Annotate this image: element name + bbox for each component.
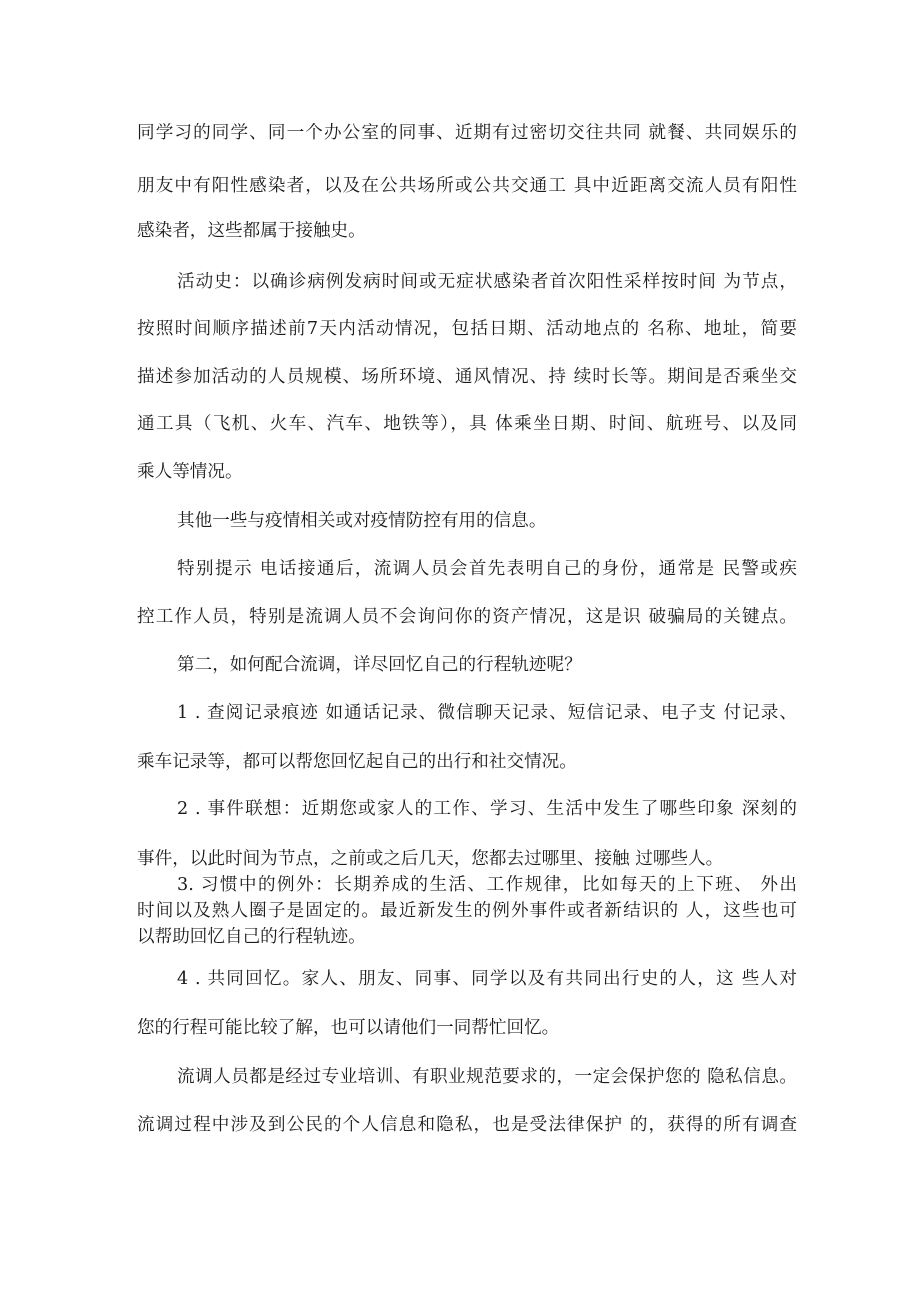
- text-line: 按照时间顺序描述前7天内活动情况，包括日期、活动地点的 名称、地址，简要: [137, 319, 797, 339]
- text-line: 流调过程中涉及到公民的个人信息和隐私，也是受法律保护 的，获得的所有调查: [137, 1115, 797, 1135]
- text-line: 乘车记录等，都可以帮您回忆起自己的出行和社交情况。: [137, 752, 577, 772]
- text-line: 2 . 事件联想：近期您或家人的工作、学习、生活中发生了哪些印象 深刻的: [177, 799, 797, 819]
- text-line: 特别提示 电话接通后，流调人员会首先表明自己的身份，通常是 民警或疾: [177, 559, 797, 579]
- text-line: 通工具（飞机、火车、汽车、地铁等），具 体乘坐日期、时间、航班号、以及同: [137, 414, 797, 434]
- text-line: 其他一些与疫情相关或对疫情防控有用的信息。: [177, 511, 547, 531]
- text-line: 第二，如何配合流调，详尽回忆自己的行程轨迹呢？: [177, 655, 582, 675]
- text-line: 乘人等情况。: [137, 462, 243, 482]
- text-line: 感染者，这些都属于接触史。: [137, 221, 366, 241]
- text-line: 以帮助回忆自己的行程轨迹。: [137, 927, 366, 947]
- text-line: 流调人员都是经过专业培训、有职业规范要求的，一定会保护您的 隐私信息。: [177, 1067, 797, 1087]
- text-line: 活动史：以确诊病例发病时间或无症状感染者首次阳性采样按时间 为节点，: [177, 272, 797, 292]
- text-line: 描述参加活动的人员规模、场所环境、通风情况、持 续时长等。期间是否乘坐交: [137, 367, 797, 387]
- text-line: 同学习的同学、同一个办公室的同事、近期有过密切交往共同 就餐、共同娱乐的: [137, 123, 797, 143]
- text-line: 事件，以此时间为节点，之前或之后几天，您都去过哪里、接触 过哪些人。: [137, 849, 724, 869]
- text-line: 4 . 共同回忆。家人、朋友、同事、同学以及有共同出行史的人，这 些人对: [177, 969, 797, 989]
- text-line: 朋友中有阳性感染者，以及在公共场所或公共交通工 具中近距离交流人员有阳性: [137, 176, 797, 196]
- text-line: 时间以及熟人圈子是固定的。最近新发生的例外事件或者新结识的 人，这些也可: [137, 901, 797, 921]
- text-line: 3. 习惯中的例外：长期养成的生活、工作规律，比如每天的上下班、 外出: [177, 875, 797, 895]
- text-line: 控工作人员，特别是流调人员不会询问你的资产情况，这是识 破骗局的关键点。: [137, 607, 797, 627]
- text-line: 1 . 查阅记录痕迹 如通话记录、微信聊天记录、短信记录、电子支 付记录、: [177, 703, 797, 723]
- text-line: 您的行程可能比较了解，也可以请他们一同帮忙回忆。: [137, 1018, 560, 1038]
